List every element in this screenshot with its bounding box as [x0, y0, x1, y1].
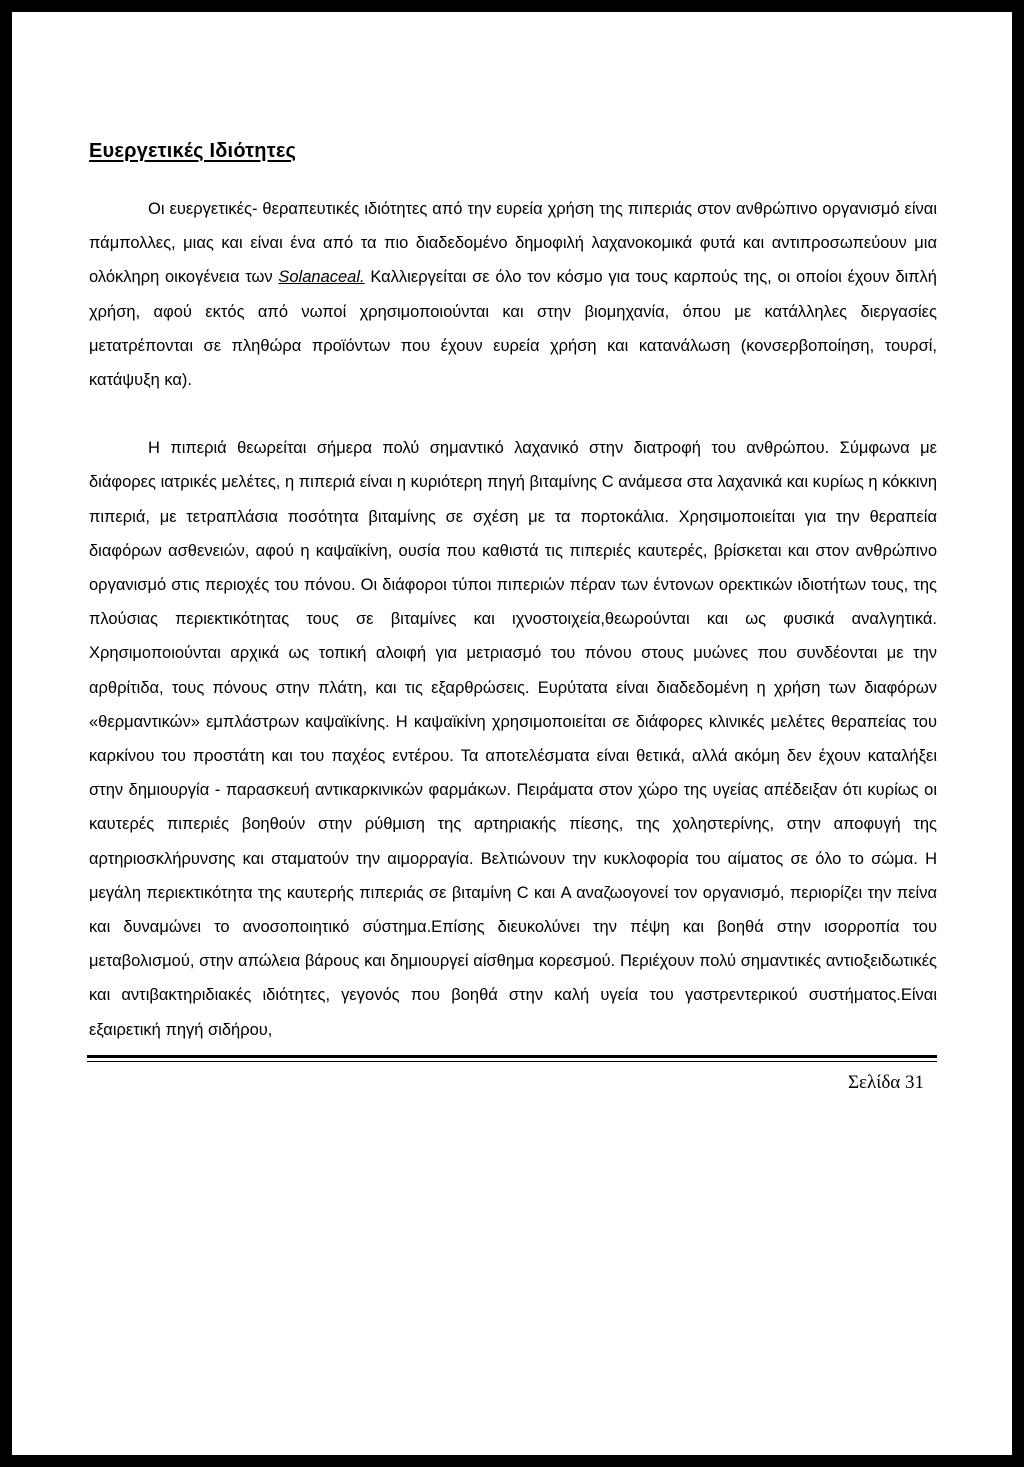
body-text [89, 192, 937, 1047]
footer-rule-thin [87, 1061, 937, 1062]
paragraph-1 [89, 192, 937, 397]
paragraph-1-text-after: Καλλιεργείται σε όλο τον κόσμο για τους καρπούς της, οι οποίοι έχουν διπλή χρήση, αφού εκτός από νωποί χρησιμοποιούνται και στην βιομηχανία, όπου με κατάλληλες διεργασίες μετατρέπονται σε πληθώρα προϊόντων που έχουν ευρεία χρήση και κατανάλωση (κονσερβοποίηση, τουρσί, κατάψυξη κα). [89, 268, 937, 390]
document-page [12, 12, 1012, 1455]
section-heading: Ευεργετικές Ιδιότητες [89, 140, 297, 162]
page-number: Σελίδα 31 [847, 1072, 924, 1093]
paragraph-1-text-before: Οι ευεργετικές- θεραπευτικές ιδιότητες από την ευρεία χρήση της πιπεριάς στον ανθρώπινο οργανισμό είναι πάμπολλες, μιας και είναι ένα από τα πιο διαδεδομένο δημοφιλή λαχανοκομικά φυτά και αντιπροσωπεύουν μια ολόκληρη οικογένεια των [89, 200, 937, 287]
footer-rule-thick [87, 1055, 937, 1058]
paragraph-2: Η πιπεριά θεωρείται σήμερα πολύ σημαντικό λαχανικό στην διατροφή του ανθρώπου. Σύμφωνα με διάφορες ιατρικές μελέτες, η πιπεριά είναι η κυριότερη πηγή βιταμίνης C ανάμεσα στα λαχανικά και κυρίως η κόκκινη πιπεριά, με τετραπλάσια ποσότητα βιταμίνης σε σχέση με τα πορτοκάλια. Χρησιμοποιείται για την θεραπεία διαφόρων ασθενειών, αφού η καψαϊκίνη, ουσία που καθιστά τις πιπεριές καυτερές, βρίσκεται και στον ανθρώπινο οργανισμό στις περιοχές του πόνου. Οι διάφοροι τύποι πιπεριών πέραν των έντονων ορεκτικών ιδιοτήτων τους, της πλούσιας περιεκτικότητας τους σε βιταμίνες και ιχνοστοιχεία,θεωρούνται και ως φυσικά αναλγητικά. Χρησιμοποιούνται αρχικά ως τοπική αλοιφή για μετριασμό του πόνου στους μυώνες που συνδέονται με την αρθρίτιδα, τους πόνους στην πλάτη, και τις εξαρθρώσεις. Ευρύτατα είναι διαδεδομένη η χρήση των διαφόρων «θερμαντικών» εμπλάστρων καψαϊκίνης. Η καψαϊκίνη χρησιμοποιείται σε διάφορες κλινικές μελέτες θεραπείας του καρκίνου του προστάτη και του παχέος εντέρου. Τα αποτελέσματα είναι θετικά, αλλά ακόμη δεν έχουν καταλήξει στην δημιουργία - παρασκευή αντικαρκινικών φαρμάκων. Πειράματα στον χώρο της υγείας απέδειξαν ότι κυρίως οι καυτερές πιπεριές βοηθούν στην ρύθμιση της αρτηριακής πίεσης, της χοληστερίνης, στην αποφυγή της αρτηριοσκλήρυνσης και σταματούν την αιμορραγία. Βελτιώνουν την κυκλοφορία του αίματος σε όλο το σώμα. Η μεγάλη περιεκτικότητα της καυτερής πιπεριάς σε βιταμίνη C και A αναζωογονεί τον οργανισμό, περιορίζει την πείνα και δυναμώνει το ανοσοποιητικό σύστημα.Επίσης διευκολύνει την πέψη και βοηθά στην ισορροπία του μεταβολισμού, στην απώλεια βάρους και δημιουργεί αίσθημα κορεσμού. Περιέχουν πολύ σημαντικές αντιοξειδωτικές και αντιβακτηριδιακές ιδιότητες, γεγονός που βοηθά στην καλή υγεία του γαστρεντερικού συστήματος.Είναι εξαιρετική πηγή σιδήρου, [89, 439, 937, 1039]
latin-term: Solanaceal. [278, 268, 365, 287]
